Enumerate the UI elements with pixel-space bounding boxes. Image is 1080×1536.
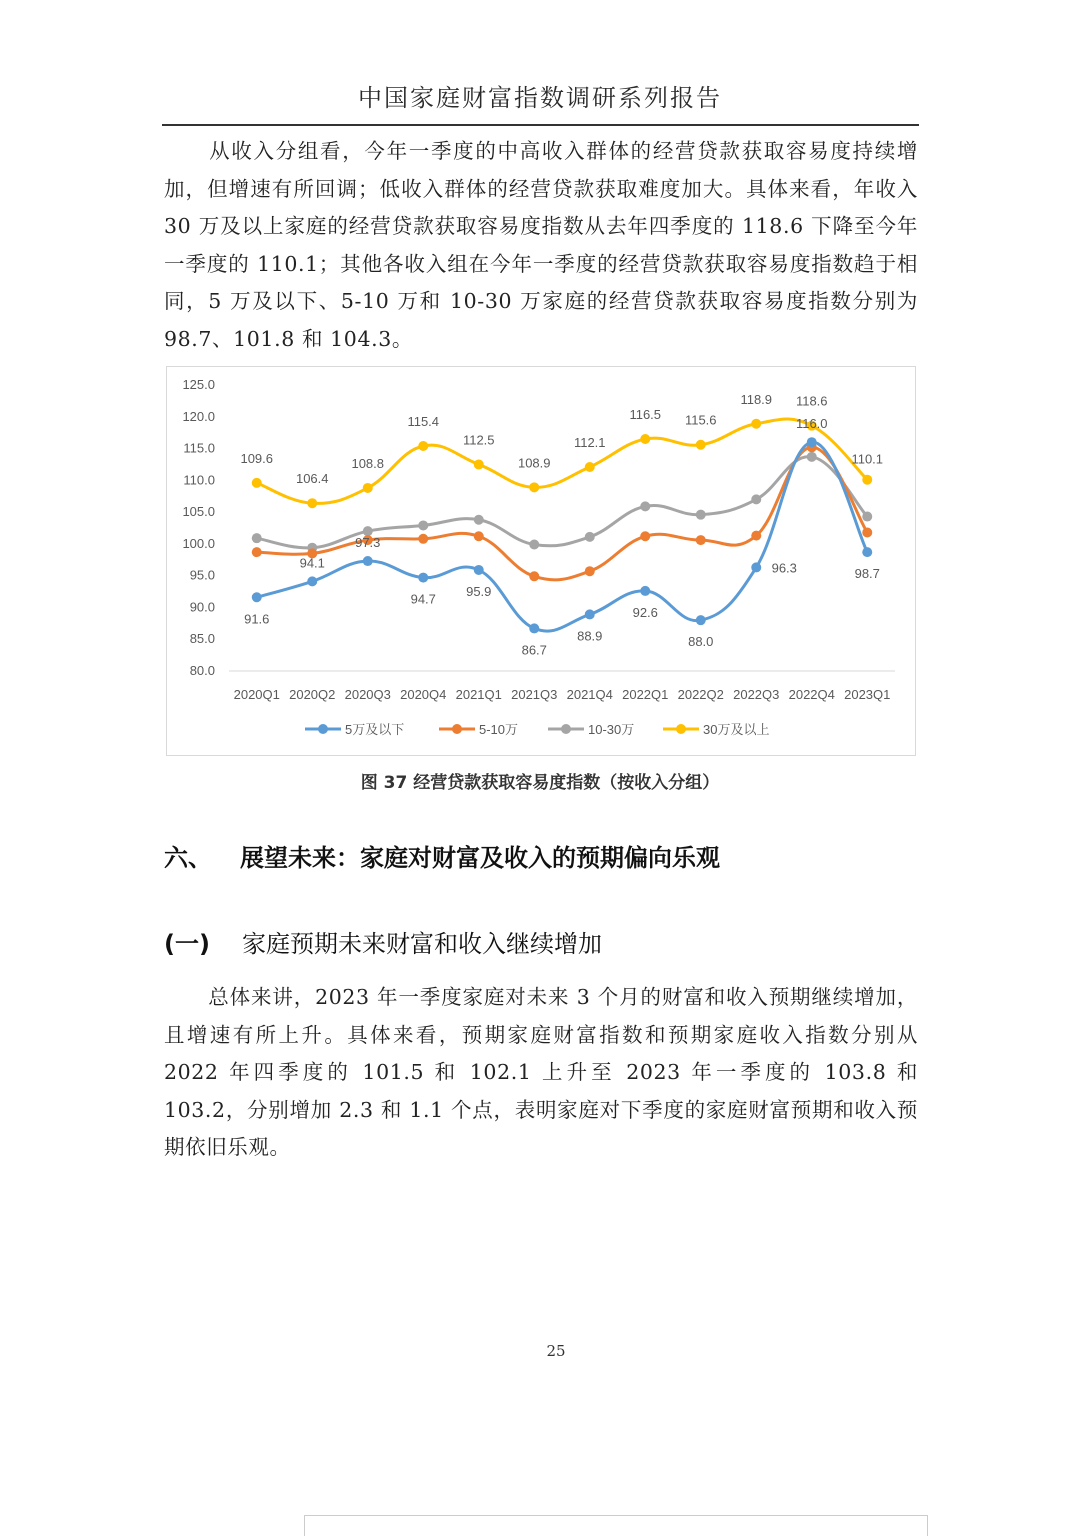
data-point — [696, 440, 706, 450]
data-point — [363, 556, 373, 566]
x-tick-label: 2021Q1 — [455, 687, 502, 702]
y-tick-label: 100.0 — [182, 535, 215, 551]
x-tick-label: 2022Q2 — [677, 687, 724, 702]
section-heading — [164, 838, 720, 873]
section-number: 六、 — [164, 844, 212, 872]
x-tick-label: 2021Q4 — [566, 687, 613, 702]
data-point — [696, 615, 706, 625]
yellow-data-label: 118.9 — [740, 391, 773, 407]
data-point — [862, 527, 872, 537]
running-header: 中国家庭财富指数调研系列报告 — [358, 84, 722, 112]
data-point — [807, 437, 817, 447]
data-point — [585, 609, 595, 619]
yellow-data-label: 110.1 — [851, 451, 884, 467]
x-tick-label: 2022Q3 — [733, 687, 780, 702]
legend-swatch-marker — [452, 724, 462, 734]
yellow-data-label: 116.5 — [629, 407, 662, 423]
legend-swatch-marker — [318, 724, 328, 734]
blue-data-label: 96.3 — [771, 560, 797, 576]
data-point — [529, 482, 539, 492]
blue-data-label: 95.9 — [466, 583, 492, 599]
data-point — [696, 510, 706, 520]
data-point — [807, 452, 817, 462]
x-tick-label: 2020Q2 — [289, 687, 336, 702]
data-point — [307, 498, 317, 508]
data-point — [418, 520, 428, 530]
data-point — [640, 531, 650, 541]
yellow-data-label: 106.4 — [295, 471, 329, 487]
data-point — [751, 531, 761, 541]
data-point — [529, 540, 539, 550]
data-point — [252, 592, 262, 602]
data-point — [640, 586, 650, 596]
y-tick-label: 90.0 — [189, 599, 215, 615]
legend-label: 5万及以下 — [345, 722, 405, 737]
data-point — [252, 478, 262, 488]
paragraph-income-groups — [164, 133, 918, 358]
data-point — [529, 623, 539, 633]
y-tick-label: 105.0 — [182, 504, 215, 520]
blue-data-label: 97.3 — [355, 535, 381, 551]
figure-37-chart — [166, 366, 916, 756]
data-point — [585, 532, 595, 542]
subsection-title: 家庭预期未来财富和收入继续增加 — [242, 930, 602, 958]
yellow-data-label: 115.4 — [407, 414, 440, 430]
blue-data-label: 86.7 — [521, 642, 547, 658]
data-point — [474, 515, 484, 525]
data-point — [585, 566, 595, 576]
data-point — [585, 462, 595, 472]
figure-caption: 图 37 经营贷款获取容易度指数（按收入分组） — [360, 773, 720, 793]
legend-swatch-marker — [561, 724, 571, 734]
page-number: 25 — [546, 1342, 566, 1360]
y-tick-label: 115.0 — [183, 440, 215, 456]
data-point — [252, 547, 262, 557]
series-line-3 — [257, 419, 868, 503]
blue-data-label: 94.1 — [299, 555, 325, 571]
data-point — [862, 547, 872, 557]
data-point — [696, 535, 706, 545]
yellow-data-label: 115.6 — [684, 412, 717, 428]
x-tick-label: 2020Q4 — [400, 687, 447, 702]
yellow-data-label: 112.1 — [573, 434, 606, 450]
subsection-heading — [164, 924, 602, 959]
blue-data-label: 116.0 — [795, 416, 828, 432]
data-point — [751, 494, 761, 504]
data-point — [418, 441, 428, 451]
paragraph-2-text: 总体来讲，2023 年一季度家庭对未来 3 个月的财富和收入预期继续增加，且增速有所上升。具体来看，预期家庭财富指数和预期家庭收入指数分别从 2022 年四季度的 101.5 和 102.1 上升至 2023 年一季度的 103.8 和 103.2，分别增加 2.3 和 1.1 个点，表明家庭对下季度的家庭财富预期和收入预期依旧乐观。 — [164, 985, 918, 1159]
y-tick-label: 110.0 — [183, 472, 215, 488]
x-tick-label: 2020Q1 — [233, 687, 280, 702]
data-point — [418, 534, 428, 544]
legend-label: 10-30万 — [588, 722, 635, 737]
data-point — [862, 475, 872, 485]
bottom-frame — [304, 1515, 928, 1536]
y-tick-label: 85.0 — [189, 631, 215, 647]
blue-data-label: 98.7 — [854, 566, 880, 582]
blue-data-label: 92.6 — [632, 604, 658, 620]
x-tick-label: 2021Q3 — [511, 687, 558, 702]
x-tick-label: 2023Q1 — [844, 687, 891, 702]
legend-swatch-marker — [676, 724, 686, 734]
yellow-data-label: 109.6 — [240, 450, 274, 466]
blue-data-label: 94.7 — [410, 591, 436, 607]
data-point — [474, 531, 484, 541]
data-point — [363, 483, 373, 493]
legend-label: 30万及以上 — [703, 722, 770, 737]
y-tick-label: 125.0 — [182, 377, 215, 392]
data-point — [307, 576, 317, 586]
yellow-data-label: 108.8 — [351, 455, 385, 471]
subsection-number: (一) — [164, 930, 210, 958]
data-point — [751, 419, 761, 429]
paragraph-expectations — [164, 979, 918, 1167]
y-tick-label: 80.0 — [189, 663, 215, 678]
data-point — [751, 562, 761, 572]
data-point — [529, 571, 539, 581]
y-tick-label: 95.0 — [189, 567, 215, 583]
data-point — [252, 533, 262, 543]
header-rule — [162, 124, 919, 126]
paragraph-1-text: 从收入分组看，今年一季度的中高收入群体的经营贷款获取容易度持续增加，但增速有所回调；低收入群体的经营贷款获取难度加大。具体来看，年收入 30 万及以上家庭的经营贷款获取容易度指数从去年四季度的 118.6 下降至今年一季度的 110.1；其他各收入组在今年一季度的经营贷款获取容易度指数趋于相同，5 万及以下、5-10 万和 10-30 万家庭的经营贷款获取容易度指数分别为 98.7、101.8 和 104.3。 — [164, 139, 918, 351]
data-point — [474, 459, 484, 469]
x-tick-label: 2020Q3 — [344, 687, 391, 702]
blue-data-label: 88.0 — [688, 634, 714, 650]
legend-label: 5-10万 — [479, 722, 519, 737]
data-point — [474, 565, 484, 575]
data-point — [862, 512, 872, 522]
blue-data-label: 91.6 — [244, 611, 270, 627]
x-tick-label: 2022Q4 — [788, 687, 835, 702]
y-tick-label: 120.0 — [182, 408, 215, 424]
yellow-data-label: 108.9 — [517, 455, 551, 471]
yellow-data-label: 118.6 — [795, 393, 828, 409]
yellow-data-label: 112.5 — [462, 432, 495, 448]
line-chart-svg — [167, 367, 915, 755]
section-title: 展望未来：家庭对财富及收入的预期偏向乐观 — [240, 844, 720, 872]
blue-data-label: 88.9 — [577, 628, 603, 644]
data-point — [640, 434, 650, 444]
data-point — [418, 573, 428, 583]
data-point — [640, 501, 650, 511]
x-tick-label: 2022Q1 — [622, 687, 669, 702]
